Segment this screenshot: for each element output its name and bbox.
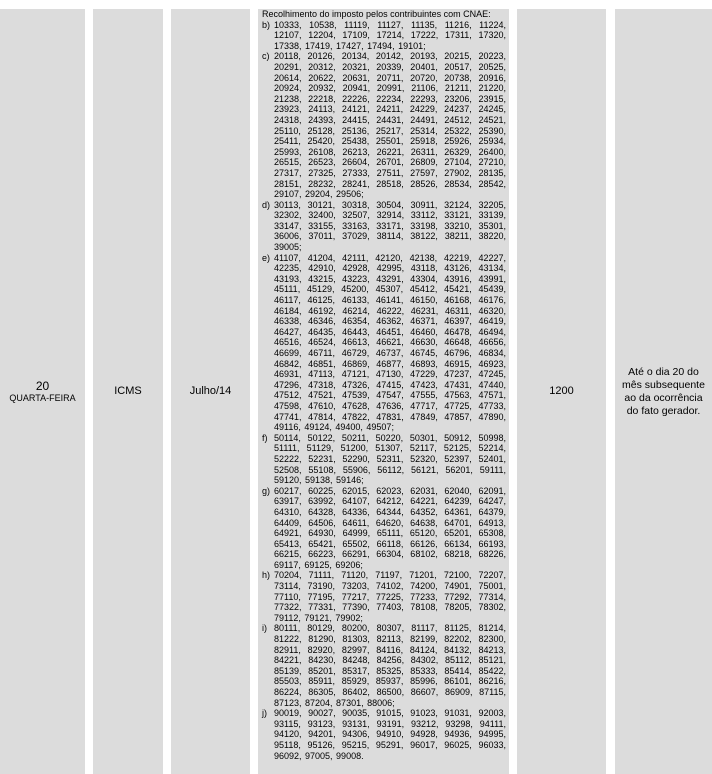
cnae-item-label: f) bbox=[262, 432, 268, 443]
cnae-list-item bbox=[258, 20, 509, 52]
cnae-list-item bbox=[258, 200, 509, 253]
cnae-item-label: d) bbox=[262, 199, 271, 210]
cnae-item-label: e) bbox=[262, 252, 271, 263]
cnae-list-item bbox=[258, 51, 509, 199]
day-number: 20 bbox=[35, 379, 50, 393]
cnae-list-item bbox=[258, 570, 509, 623]
cnae-codes: 20118, 20126, 20134, 20142, 20193, 20215, 20223, 20291, 20312, 20321, 20339, 20401, 20517, 20525, 20614, 20622, 20631, 20711, 20720, 20738, 20916, 20924, 20932, 20941, 20991, 21106, 21211, 21220, 21238, 22218, 22226, 22234, 22293, 23206, 23915, 23923, 24113, 24121, 24211, 24229, 24237, 24245, 24318, 24393, 24415, 24431, 24491, 24512, 24521, 25110, 25128, 25136, 25217, 25314, 25322, 25390, 25411, 25420, 25438, 25501, 25918, 25926, 25934, 25993, 26108, 26213, 26221, 26311, 26329, 26400, 26515, 26523, 26604, 26701, 26809, 27104, 27210, 27317, 27325, 27333, 27511, 27597, 27902, 28135, 28151, 28232, 28241, 28518, 28526, 28534, 28542, 29107, 29204, 29506; bbox=[274, 51, 506, 200]
cnae-list-item bbox=[258, 708, 509, 761]
cnae-list-item bbox=[258, 433, 509, 486]
cnae-cell bbox=[258, 9, 509, 774]
cnae-codes: 70204, 71111, 71120, 71197, 71201, 72100, 72207, 73114, 73190, 73203, 74102, 74200, 74901, 75001, 77110, 77195, 77217, 77225, 77233, 77292, 77314, 77322, 77331, 77390, 77403, 78108, 78205, 78302, 79112, 79121, 79902; bbox=[274, 570, 506, 623]
revenue-code-cell bbox=[517, 9, 606, 774]
cnae-item-label: c) bbox=[262, 51, 270, 62]
deadline-text: Até o dia 20 do mês subsequente ao da ocorrência do fato gerador. bbox=[622, 365, 705, 417]
cnae-item-label: g) bbox=[262, 485, 271, 496]
cnae-list-item bbox=[258, 623, 509, 708]
cnae-codes: 30113, 30121, 30318, 30504, 30911, 32124, 32205, 32302, 32400, 32507, 32914, 33112, 33121, 33139, 33147, 33155, 33163, 33171, 33198, 33210, 35301, 36006, 37011, 37029, 38114, 38122, 38211, 38220, 39005; bbox=[274, 199, 506, 253]
cnae-list-item bbox=[258, 486, 509, 571]
cnae-item-label: h) bbox=[262, 570, 271, 581]
cnae-item-label: i) bbox=[262, 623, 267, 634]
deadline-cell bbox=[615, 9, 712, 774]
cnae-codes: 10333, 10538, 11119, 11127, 11135, 11216, 11224, 12107, 12204, 17109, 17214, 17222, 17311, 17320, 17338, 17419, 17427, 17494, 19101; bbox=[274, 19, 506, 51]
cnae-item-label: b) bbox=[262, 19, 271, 30]
cnae-codes: 60217, 60225, 62015, 62023, 62031, 62040, 62091, 63917, 63992, 64107, 64212, 64221, 64239, 64247, 64310, 64328, 64336, 64344, 64352, 64361, 64379, 64409, 64506, 64611, 64620, 64638, 64701, 64913, 64921, 64930, 64999, 65111, 65120, 65201, 65308, 65413, 65421, 65502, 66118, 66126, 66134, 66193, 66215, 66223, 66291, 66304, 68102, 68218, 68226, 69117, 69125, 69206; bbox=[274, 485, 506, 570]
weekday-label: QUARTA-FEIRA bbox=[9, 393, 76, 403]
reference-period: Julho/14 bbox=[189, 385, 232, 397]
period-cell bbox=[171, 9, 250, 774]
cnae-codes: 80111, 80129, 80200, 80307, 81117, 81125, 81214, 81222, 81290, 81303, 82113, 82199, 82202, 82300, 82911, 82920, 82997, 84116, 84124, 84132, 84213, 84221, 84230, 84248, 84256, 84302, 85112, 85121, 85139, 85201, 85317, 85325, 85333, 85414, 85422, 85503, 85911, 85929, 85937, 85996, 86101, 86216, 86224, 86305, 86402, 86500, 86607, 86909, 87115, 87123, 87204, 87301, 88006; bbox=[274, 623, 506, 708]
cnae-codes: 50114, 50122, 50211, 50220, 50301, 50912, 50998, 51111, 51129, 51200, 51307, 52117, 52125, 52214, 52222, 52231, 52290, 52311, 52320, 52397, 52401, 52508, 55108, 55906, 56112, 56121, 56201, 59111, 59120, 59138, 59146; bbox=[274, 432, 506, 486]
cnae-codes: 90019, 90027, 90035, 91015, 91023, 91031, 92003, 93115, 93123, 93131, 93191, 93212, 93298, 94111, 94120, 94201, 94306, 94910, 94928, 94936, 94995, 95118, 95126, 95215, 95291, 96017, 96025, 96033, 96092, 97005, 99008. bbox=[274, 708, 506, 761]
revenue-code: 1200 bbox=[549, 385, 574, 397]
cnae-title: Recolhimento do imposto pelos contribuintes com CNAE: bbox=[262, 9, 491, 19]
tax-name: ICMS bbox=[114, 385, 142, 397]
cnae-codes: 41107, 41204, 42111, 42120, 42138, 42219, 42227, 42235, 42910, 42928, 42995, 43118, 43126, 43134, 43193, 43215, 43223, 43291, 43304, 43916, 43991, 45111, 45129, 45200, 45307, 45412, 45421, 45439, 46117, 46125, 46133, 46141, 46150, 46168, 46176, 46184, 46192, 46214, 46222, 46231, 46311, 46320, 46338, 46346, 46354, 46362, 46371, 46397, 46419, 46427, 46435, 46443, 46451, 46460, 46478, 46494, 46516, 46524, 46613, 46621, 46630, 46648, 46656, 46699, 46711, 46729, 46737, 46745, 46796, 46834, 46842, 46851, 46869, 46877, 46893, 46915, 46923, 46931, 47113, 47121, 47130, 47229, 47237, 47245, 47296, 47318, 47326, 47415, 47423, 47431, 47440, 47512, 47521, 47539, 47547, 47555, 47563, 47571, 47598, 47610, 47628, 47636, 47717, 47725, 47733, 47741, 47814, 47822, 47831, 47849, 47857, 47890, 49116, 49124, 49400, 49507; bbox=[274, 252, 506, 433]
cnae-list-item bbox=[258, 253, 509, 433]
cnae-list bbox=[258, 20, 509, 762]
tax-cell bbox=[93, 9, 163, 774]
cnae-item-label: j) bbox=[262, 708, 267, 719]
date-cell bbox=[0, 9, 85, 774]
